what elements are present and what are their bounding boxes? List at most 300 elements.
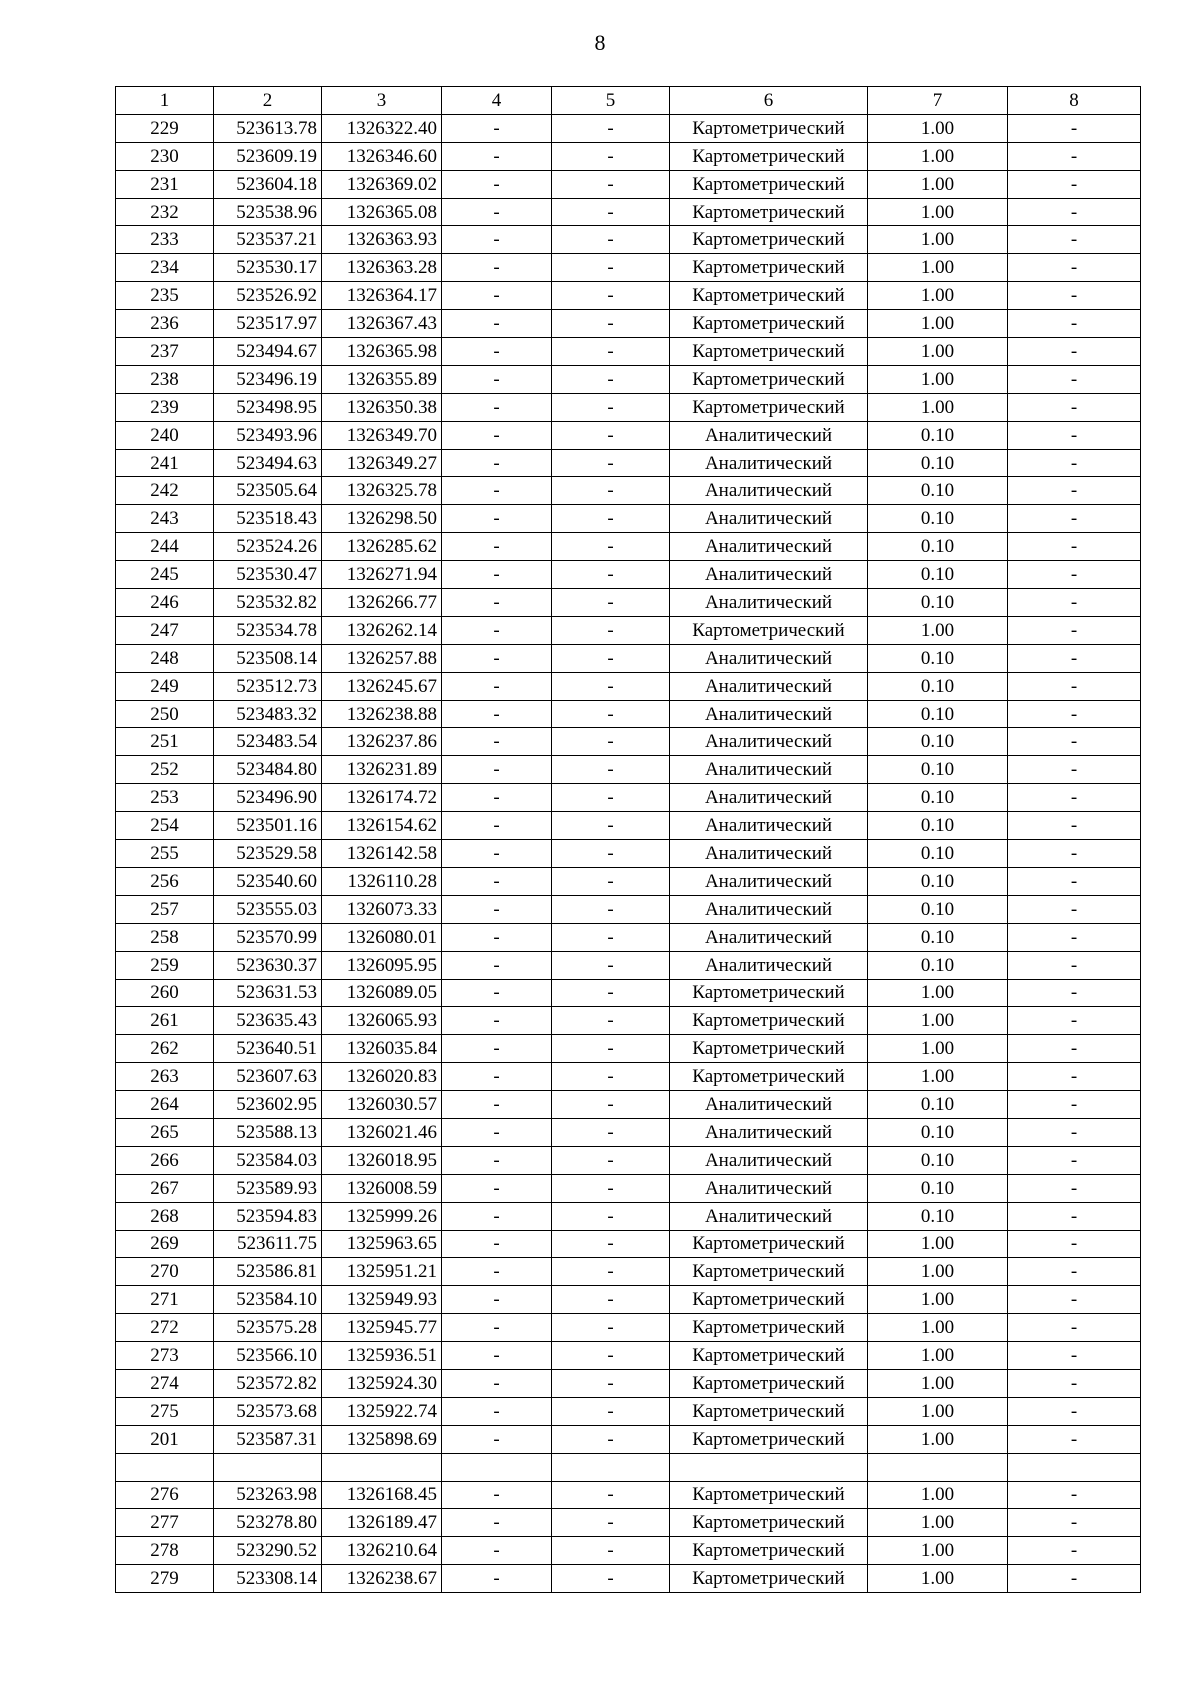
x-coordinate-cell: 523501.16: [214, 812, 322, 840]
x-coordinate-cell: 523483.32: [214, 700, 322, 728]
column-8-cell: -: [1008, 1230, 1141, 1258]
table-row: [116, 421, 1141, 449]
column-4-cell: -: [442, 393, 552, 421]
column-5-cell: -: [552, 1425, 670, 1453]
table-row: [116, 979, 1141, 1007]
x-coordinate-cell: 523534.78: [214, 616, 322, 644]
x-coordinate-cell: 523586.81: [214, 1258, 322, 1286]
precision-cell: 0.10: [868, 728, 1008, 756]
table-row: [116, 142, 1141, 170]
column-4-cell: [442, 1453, 552, 1481]
y-coordinate-cell: 1326080.01: [322, 923, 442, 951]
method-cell: Картометрический: [670, 1565, 868, 1593]
column-4-cell: -: [442, 254, 552, 282]
table-row: [116, 1342, 1141, 1370]
precision-cell: 1.00: [868, 1509, 1008, 1537]
precision-cell: 0.10: [868, 840, 1008, 868]
column-5-cell: -: [552, 1063, 670, 1091]
method-cell: Картометрический: [670, 616, 868, 644]
y-coordinate-cell: 1326237.86: [322, 728, 442, 756]
precision-cell: 0.10: [868, 812, 1008, 840]
method-cell: Картометрический: [670, 1007, 868, 1035]
table-row: [116, 477, 1141, 505]
precision-cell: 1.00: [868, 1007, 1008, 1035]
column-5-cell: -: [552, 672, 670, 700]
y-coordinate-cell: 1326154.62: [322, 812, 442, 840]
point-number-cell: 277: [116, 1509, 214, 1537]
column-5-cell: -: [552, 700, 670, 728]
y-coordinate-cell: 1326262.14: [322, 616, 442, 644]
column-8-cell: -: [1008, 282, 1141, 310]
column-8-cell: -: [1008, 533, 1141, 561]
table-row: [116, 1509, 1141, 1537]
column-8-cell: -: [1008, 365, 1141, 393]
point-number-cell: 250: [116, 700, 214, 728]
method-cell: Аналитический: [670, 589, 868, 617]
method-cell: Картометрический: [670, 1035, 868, 1063]
point-number-cell: 234: [116, 254, 214, 282]
method-cell: Картометрический: [670, 1509, 868, 1537]
column-4-cell: -: [442, 226, 552, 254]
table-row: [116, 1230, 1141, 1258]
precision-cell: 1.00: [868, 1314, 1008, 1342]
x-coordinate-cell: 523508.14: [214, 644, 322, 672]
method-cell: Картометрический: [670, 114, 868, 142]
column-8-cell: -: [1008, 254, 1141, 282]
precision-cell: 0.10: [868, 867, 1008, 895]
y-coordinate-cell: 1326142.58: [322, 840, 442, 868]
point-number-cell: 272: [116, 1314, 214, 1342]
precision-cell: 1.00: [868, 1537, 1008, 1565]
x-coordinate-cell: 523575.28: [214, 1314, 322, 1342]
method-cell: Аналитический: [670, 784, 868, 812]
x-coordinate-cell: 523572.82: [214, 1369, 322, 1397]
precision-cell: [868, 1453, 1008, 1481]
table-row: [116, 393, 1141, 421]
column-5-cell: -: [552, 142, 670, 170]
method-cell: Аналитический: [670, 1146, 868, 1174]
column-5-cell: -: [552, 840, 670, 868]
table-row: [116, 533, 1141, 561]
method-cell: Картометрический: [670, 1425, 868, 1453]
precision-cell: 1.00: [868, 1063, 1008, 1091]
precision-cell: 1.00: [868, 198, 1008, 226]
table-row: [116, 310, 1141, 338]
column-8-cell: -: [1008, 1509, 1141, 1537]
column-header: 2: [214, 87, 322, 115]
table-row: [116, 840, 1141, 868]
column-8-cell: -: [1008, 1118, 1141, 1146]
column-4-cell: -: [442, 951, 552, 979]
y-coordinate-cell: 1325945.77: [322, 1314, 442, 1342]
point-number-cell: 201: [116, 1425, 214, 1453]
y-coordinate-cell: 1325951.21: [322, 1258, 442, 1286]
column-8-cell: -: [1008, 756, 1141, 784]
method-cell: Аналитический: [670, 449, 868, 477]
column-4-cell: -: [442, 616, 552, 644]
column-8-cell: -: [1008, 1397, 1141, 1425]
y-coordinate-cell: 1326065.93: [322, 1007, 442, 1035]
point-number-cell: 247: [116, 616, 214, 644]
precision-cell: 0.10: [868, 895, 1008, 923]
point-number-cell: 278: [116, 1537, 214, 1565]
precision-cell: 0.10: [868, 1091, 1008, 1119]
column-8-cell: -: [1008, 505, 1141, 533]
column-8-cell: -: [1008, 700, 1141, 728]
method-cell: Аналитический: [670, 644, 868, 672]
y-coordinate-cell: 1326168.45: [322, 1481, 442, 1509]
point-number-cell: 233: [116, 226, 214, 254]
precision-cell: 0.10: [868, 923, 1008, 951]
y-coordinate-cell: 1326349.27: [322, 449, 442, 477]
precision-cell: 1.00: [868, 1258, 1008, 1286]
table-row: [116, 1035, 1141, 1063]
y-coordinate-cell: 1326355.89: [322, 365, 442, 393]
x-coordinate-cell: 523308.14: [214, 1565, 322, 1593]
x-coordinate-cell: 523570.99: [214, 923, 322, 951]
method-cell: Аналитический: [670, 533, 868, 561]
precision-cell: 1.00: [868, 365, 1008, 393]
table-row: [116, 756, 1141, 784]
table-header-row: [116, 87, 1141, 115]
column-4-cell: -: [442, 449, 552, 477]
x-coordinate-cell: 523518.43: [214, 505, 322, 533]
column-8-cell: -: [1008, 310, 1141, 338]
y-coordinate-cell: 1326325.78: [322, 477, 442, 505]
point-number-cell: 262: [116, 1035, 214, 1063]
table-row: [116, 672, 1141, 700]
precision-cell: 1.00: [868, 142, 1008, 170]
column-4-cell: -: [442, 1537, 552, 1565]
table-row: [116, 114, 1141, 142]
point-number-cell: 258: [116, 923, 214, 951]
x-coordinate-cell: 523602.95: [214, 1091, 322, 1119]
column-4-cell: -: [442, 1342, 552, 1370]
point-number-cell: 232: [116, 198, 214, 226]
point-number-cell: 271: [116, 1286, 214, 1314]
table-row: [116, 1565, 1141, 1593]
y-coordinate-cell: 1326349.70: [322, 421, 442, 449]
point-number-cell: 274: [116, 1369, 214, 1397]
x-coordinate-cell: 523505.64: [214, 477, 322, 505]
x-coordinate-cell: 523493.96: [214, 421, 322, 449]
column-5-cell: -: [552, 254, 670, 282]
method-cell: Аналитический: [670, 867, 868, 895]
y-coordinate-cell: 1326238.67: [322, 1565, 442, 1593]
table-row: [116, 449, 1141, 477]
column-5-cell: -: [552, 533, 670, 561]
y-coordinate-cell: 1326030.57: [322, 1091, 442, 1119]
point-number-cell: 273: [116, 1342, 214, 1370]
method-cell: Картометрический: [670, 142, 868, 170]
column-8-cell: -: [1008, 895, 1141, 923]
point-number-cell: 276: [116, 1481, 214, 1509]
precision-cell: 1.00: [868, 1369, 1008, 1397]
table-row: [116, 1174, 1141, 1202]
method-cell: Аналитический: [670, 840, 868, 868]
table-row: [116, 1146, 1141, 1174]
precision-cell: 0.10: [868, 561, 1008, 589]
method-cell: Картометрический: [670, 338, 868, 366]
column-4-cell: -: [442, 923, 552, 951]
point-number-cell: 279: [116, 1565, 214, 1593]
column-5-cell: -: [552, 1230, 670, 1258]
precision-cell: 1.00: [868, 114, 1008, 142]
column-4-cell: -: [442, 477, 552, 505]
precision-cell: 1.00: [868, 310, 1008, 338]
method-cell: Аналитический: [670, 421, 868, 449]
method-cell: Картометрический: [670, 365, 868, 393]
column-5-cell: -: [552, 1509, 670, 1537]
method-cell: Аналитический: [670, 1118, 868, 1146]
column-8-cell: -: [1008, 1174, 1141, 1202]
column-header: 6: [670, 87, 868, 115]
method-cell: Аналитический: [670, 561, 868, 589]
precision-cell: 1.00: [868, 1035, 1008, 1063]
coordinates-table: [115, 86, 1141, 1593]
column-8-cell: -: [1008, 1565, 1141, 1593]
point-number-cell: 243: [116, 505, 214, 533]
column-5-cell: -: [552, 282, 670, 310]
point-number-cell: 275: [116, 1397, 214, 1425]
column-5-cell: -: [552, 1118, 670, 1146]
y-coordinate-cell: 1326285.62: [322, 533, 442, 561]
column-8-cell: -: [1008, 1425, 1141, 1453]
method-cell: Аналитический: [670, 923, 868, 951]
method-cell: Картометрический: [670, 170, 868, 198]
column-header: 7: [868, 87, 1008, 115]
column-5-cell: -: [552, 812, 670, 840]
y-coordinate-cell: 1326174.72: [322, 784, 442, 812]
table-row: [116, 1369, 1141, 1397]
method-cell: Картометрический: [670, 1537, 868, 1565]
table-row: [116, 867, 1141, 895]
method-cell: Картометрический: [670, 1481, 868, 1509]
x-coordinate-cell: 523573.68: [214, 1397, 322, 1425]
point-number-cell: [116, 1453, 214, 1481]
x-coordinate-cell: 523589.93: [214, 1174, 322, 1202]
column-4-cell: -: [442, 198, 552, 226]
y-coordinate-cell: 1326089.05: [322, 979, 442, 1007]
column-4-cell: -: [442, 1258, 552, 1286]
table-row: [116, 1258, 1141, 1286]
x-coordinate-cell: 523278.80: [214, 1509, 322, 1537]
table-row: [116, 616, 1141, 644]
column-4-cell: -: [442, 1118, 552, 1146]
column-8-cell: -: [1008, 812, 1141, 840]
y-coordinate-cell: 1326266.77: [322, 589, 442, 617]
y-coordinate-cell: 1326322.40: [322, 114, 442, 142]
precision-cell: 1.00: [868, 282, 1008, 310]
y-coordinate-cell: 1326073.33: [322, 895, 442, 923]
column-4-cell: -: [442, 812, 552, 840]
point-number-cell: 261: [116, 1007, 214, 1035]
y-coordinate-cell: 1325949.93: [322, 1286, 442, 1314]
column-8-cell: -: [1008, 840, 1141, 868]
y-coordinate-cell: 1325936.51: [322, 1342, 442, 1370]
column-8-cell: -: [1008, 728, 1141, 756]
table-row: [116, 1425, 1141, 1453]
precision-cell: 1.00: [868, 979, 1008, 1007]
y-coordinate-cell: [322, 1453, 442, 1481]
column-5-cell: -: [552, 1342, 670, 1370]
precision-cell: 0.10: [868, 644, 1008, 672]
method-cell: Картометрический: [670, 310, 868, 338]
column-4-cell: -: [442, 672, 552, 700]
column-5-cell: -: [552, 170, 670, 198]
column-4-cell: -: [442, 1397, 552, 1425]
precision-cell: 0.10: [868, 1202, 1008, 1230]
y-coordinate-cell: 1326365.98: [322, 338, 442, 366]
column-5-cell: -: [552, 616, 670, 644]
column-8-cell: -: [1008, 198, 1141, 226]
method-cell: Картометрический: [670, 1342, 868, 1370]
precision-cell: 1.00: [868, 1230, 1008, 1258]
precision-cell: 0.10: [868, 784, 1008, 812]
y-coordinate-cell: 1326245.67: [322, 672, 442, 700]
x-coordinate-cell: 523635.43: [214, 1007, 322, 1035]
method-cell: Аналитический: [670, 505, 868, 533]
column-5-cell: -: [552, 1481, 670, 1509]
x-coordinate-cell: 523584.03: [214, 1146, 322, 1174]
method-cell: Аналитический: [670, 812, 868, 840]
x-coordinate-cell: 523526.92: [214, 282, 322, 310]
point-number-cell: 237: [116, 338, 214, 366]
y-coordinate-cell: 1326238.88: [322, 700, 442, 728]
precision-cell: 1.00: [868, 338, 1008, 366]
column-8-cell: -: [1008, 421, 1141, 449]
precision-cell: 1.00: [868, 1481, 1008, 1509]
point-number-cell: 263: [116, 1063, 214, 1091]
column-header: 4: [442, 87, 552, 115]
table-row: [116, 170, 1141, 198]
table-row: [116, 282, 1141, 310]
column-5-cell: -: [552, 1146, 670, 1174]
table-row: [116, 784, 1141, 812]
column-5-cell: -: [552, 1537, 670, 1565]
table-row: [116, 338, 1141, 366]
column-8-cell: -: [1008, 1537, 1141, 1565]
point-number-cell: 242: [116, 477, 214, 505]
method-cell: Аналитический: [670, 1202, 868, 1230]
column-8-cell: -: [1008, 1202, 1141, 1230]
table-row: [116, 728, 1141, 756]
column-5-cell: -: [552, 1314, 670, 1342]
x-coordinate-cell: 523496.19: [214, 365, 322, 393]
column-8-cell: -: [1008, 1063, 1141, 1091]
y-coordinate-cell: 1326095.95: [322, 951, 442, 979]
point-number-cell: 265: [116, 1118, 214, 1146]
column-4-cell: -: [442, 142, 552, 170]
y-coordinate-cell: 1326110.28: [322, 867, 442, 895]
table-row: [116, 589, 1141, 617]
column-5-cell: -: [552, 338, 670, 366]
method-cell: Картометрический: [670, 198, 868, 226]
y-coordinate-cell: 1326298.50: [322, 505, 442, 533]
column-4-cell: -: [442, 1481, 552, 1509]
precision-cell: 0.10: [868, 756, 1008, 784]
column-5-cell: -: [552, 589, 670, 617]
x-coordinate-cell: 523538.96: [214, 198, 322, 226]
x-coordinate-cell: 523566.10: [214, 1342, 322, 1370]
point-number-cell: 254: [116, 812, 214, 840]
x-coordinate-cell: 523530.17: [214, 254, 322, 282]
x-coordinate-cell: 523594.83: [214, 1202, 322, 1230]
y-coordinate-cell: 1325924.30: [322, 1369, 442, 1397]
precision-cell: 1.00: [868, 616, 1008, 644]
x-coordinate-cell: 523532.82: [214, 589, 322, 617]
point-number-cell: 236: [116, 310, 214, 338]
method-cell: [670, 1453, 868, 1481]
x-coordinate-cell: 523498.95: [214, 393, 322, 421]
column-8-cell: -: [1008, 1035, 1141, 1063]
table-row: [116, 226, 1141, 254]
column-8-cell: [1008, 1453, 1141, 1481]
column-4-cell: -: [442, 1202, 552, 1230]
column-5-cell: -: [552, 1369, 670, 1397]
column-5-cell: -: [552, 1174, 670, 1202]
precision-cell: 1.00: [868, 1425, 1008, 1453]
x-coordinate-cell: 523512.73: [214, 672, 322, 700]
table-row: [116, 951, 1141, 979]
precision-cell: 0.10: [868, 533, 1008, 561]
column-5-cell: -: [552, 365, 670, 393]
column-8-cell: -: [1008, 1007, 1141, 1035]
method-cell: Аналитический: [670, 672, 868, 700]
table-row: [116, 923, 1141, 951]
column-5-cell: -: [552, 1286, 670, 1314]
table-row: [116, 1481, 1141, 1509]
point-number-cell: 248: [116, 644, 214, 672]
method-cell: Картометрический: [670, 1286, 868, 1314]
column-8-cell: -: [1008, 951, 1141, 979]
column-5-cell: -: [552, 923, 670, 951]
y-coordinate-cell: 1326257.88: [322, 644, 442, 672]
method-cell: Картометрический: [670, 282, 868, 310]
precision-cell: 0.10: [868, 589, 1008, 617]
x-coordinate-cell: 523631.53: [214, 979, 322, 1007]
x-coordinate-cell: 523613.78: [214, 114, 322, 142]
point-number-cell: 251: [116, 728, 214, 756]
column-header: 8: [1008, 87, 1141, 115]
x-coordinate-cell: 523537.21: [214, 226, 322, 254]
column-4-cell: -: [442, 756, 552, 784]
method-cell: Аналитический: [670, 700, 868, 728]
y-coordinate-cell: 1326189.47: [322, 1509, 442, 1537]
table-row: [116, 365, 1141, 393]
point-number-cell: 245: [116, 561, 214, 589]
table-row: [116, 561, 1141, 589]
column-4-cell: -: [442, 644, 552, 672]
point-number-cell: 266: [116, 1146, 214, 1174]
column-5-cell: -: [552, 867, 670, 895]
column-8-cell: -: [1008, 1091, 1141, 1119]
column-8-cell: -: [1008, 644, 1141, 672]
y-coordinate-cell: 1326210.64: [322, 1537, 442, 1565]
x-coordinate-cell: 523263.98: [214, 1481, 322, 1509]
point-number-cell: 260: [116, 979, 214, 1007]
column-4-cell: -: [442, 700, 552, 728]
method-cell: Аналитический: [670, 728, 868, 756]
column-4-cell: -: [442, 589, 552, 617]
method-cell: Картометрический: [670, 226, 868, 254]
x-coordinate-cell: 523483.54: [214, 728, 322, 756]
precision-cell: 0.10: [868, 477, 1008, 505]
y-coordinate-cell: 1326363.28: [322, 254, 442, 282]
column-5-cell: -: [552, 421, 670, 449]
column-5-cell: -: [552, 226, 670, 254]
x-coordinate-cell: 523555.03: [214, 895, 322, 923]
